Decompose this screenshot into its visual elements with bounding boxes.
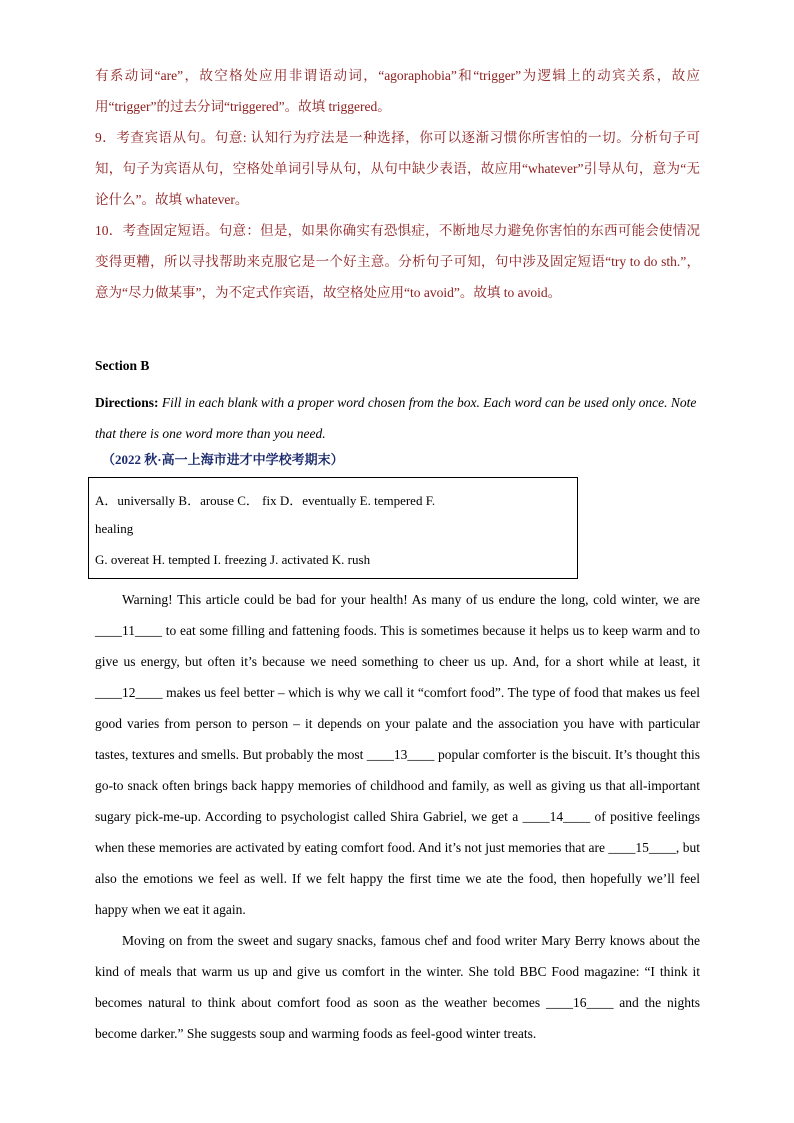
exam-source: （2022 秋·高一上海市进才中学校考期末）: [102, 452, 344, 467]
word-box-line-1: A．universally B．arouse C． fix D．eventually E. tempered F.: [95, 493, 436, 508]
directions-text: Fill in each blank with a proper word chosen from the box. Each word can be used only once. Note that there is one word more than you need.: [95, 395, 697, 441]
passage-paragraph-1: Warning! This article could be bad for your health! As many of us endure the long, cold winter, we are ____11____ to eat some filling and fattening foods. This is sometimes because it helps us to keep warm and to give us energy, but often it’s because we need something to cheer us up. And, for a short while at least, it ____12____ makes us feel better – which is why we call it “comfort food”. The type of food that makes us feel good varies from person to person – it depends on your palate and the association you have with particular tastes, textures and smells. But probably the most ____13____ popular comforter is the biscuit. It’s thought this go-to snack often brings back happy memories of childhood and family, as well as giving us that all-important sugary pick-me-up. According to psychologist called Shira Gabriel, we get a ____14____ of positive feelings when these memories are activated by eating comfort food. And it’s not just memories that are ____15____, but also the emotions we feel as well. If we felt happy the first time we ate the food, then hopefully we’ll feel happy when we eat it again.: [95, 592, 700, 917]
directions: [95, 387, 700, 449]
word-box-line-3: G. overeat H. tempted I. freezing J. activated K. rush: [95, 552, 371, 567]
answer-explanations: [95, 60, 700, 308]
answer-9: 9．考查宾语从句。句意: 认知行为疗法是一种选择，你可以逐渐习惯你所害怕的一切。分析句子可知，句子为宾语从句，空格处单词引导从句，从句中缺少表语，故应用“whatever”引导从句，意为“无论什么”。故填 whatever。: [95, 130, 700, 207]
answer-8-continued: 有系动词“are”，故空格处应用非谓语动词，“agoraphobia”和“trigger”为逻辑上的动宾关系，故应用“trigger”的过去分词“triggered”。故填 triggered。: [95, 68, 700, 114]
section-title: Section B: [95, 358, 150, 373]
passage-paragraph-2: Moving on from the sweet and sugary snacks, famous chef and food writer Mary Berry knows about the kind of meals that warm us up and give us comfort in the winter. She told BBC Food magazine: “I think it becomes natural to think about comfort food as soon as the weather becomes ____16____ and the nights become darker.” She suggests soup and warming foods as feel-good winter treats.: [95, 933, 700, 1041]
word-box-line-2: healing: [95, 521, 134, 536]
directions-label: Directions:: [95, 395, 159, 410]
word-box: [88, 477, 578, 579]
reading-passage: [95, 584, 700, 1049]
answer-10: 10．考查固定短语。句意：但是，如果你确实有恐惧症，不断地尽力避免你害怕的东西可能会使情况变得更糟，所以寻找帮助来克服它是一个好主意。分析句子可知，句中涉及固定短语“try to do sth.”，意为“尽力做某事”，为不定式作宾语，故空格处应用“to avoid”。故填 to avoid。: [95, 223, 700, 300]
